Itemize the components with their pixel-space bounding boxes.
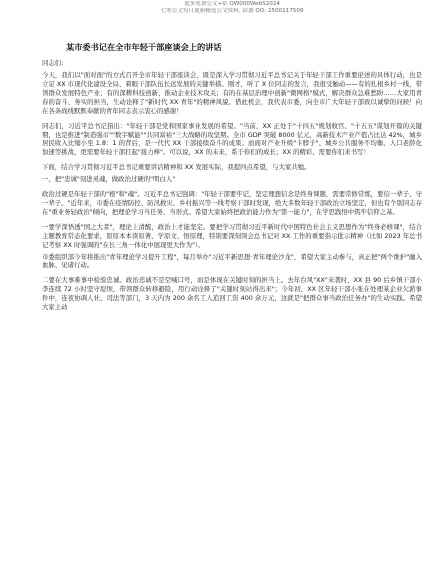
salutation: 同志们: xyxy=(42,59,64,68)
intro-paragraph-2: 同志们，习近平总书记指出："年轻干部是党和国家事业发展的希望。"当前，XX 正处于"十四五"规划收官、"十五五"谋划开篇的关键期，也是推进"制造强市""数字赋能""共同富裕"三大战略的攻坚期。全市 GDP 突破 8000 亿元，高新技术产业产值占比达 42%，城乡居民收入比缩小至 1.8：1 的背后，是一代代 XX 干部接续奋斗的成果；而面对产业升级"卡脖子"、城乡公共服务不均衡、人口老龄化加速等挑战，更需要年轻干部扛起"接力棒"。可以说，XX 的未来，系于你们的成长；XX 的精彩，需要你们来书写！ xyxy=(42,121,422,157)
header-line-2: 七零公文每日更新精选公文资料, 请加 QQ: 2500117509 xyxy=(160,7,304,14)
section-1-paragraph-1: 政治过硬是年轻干部的"根"和"魂"。习近平总书记强调："年轻干部要牢记，坚定理想信念是终身课题，需要常修常炼，要信一辈子、守一辈子。"近年来，市委在疫情防控、防汛救灾、乡村振兴等一线考察干部时发现，绝大多数年轻干部政治立场坚定，但也有个别同志存在"重业务轻政治"倾向，把理论学习当任务、当形式。希望大家始终把政治能力作为"第一能力"，在学思践悟中筑牢信仰之基。 xyxy=(42,190,422,216)
section-2-paragraph-1: 二要在大事难事中检验忠诚。政治忠诚不是空喊口号，而是体现在关键时刻的担当上。去年台风"XX"来袭时，XX 县 90 后乡镇干部小李连续 72 小时坚守堤坝，带领群众转移避险，用行动诠释了"关键时刻站得出来"；今年初，XX 区年轻干部小张在处理某企业欠薪事件中，连夜协调人社、司法等部门，3 天内为 200 余名工人追回工资 400 余万元，这就是"把群众事当政治任务办"的生动实践。希望大家主动 xyxy=(42,276,422,312)
intro-paragraph-3: 下面，结合学习贯彻习近平总书记重要讲话精神和 XX 发展实际，我提四点希望，与大家共勉。 xyxy=(42,163,311,172)
section-1-heading: 一、把"忠诚"刻进灵魂，做政治过硬的"明白人" xyxy=(42,175,176,184)
header-line-1: 更多免费公文+V: QW000WebS2024 xyxy=(184,1,280,7)
page-header xyxy=(42,0,422,14)
section-1-paragraph-3: 市委组织部今年将推出"青年理论学习提升工程"，每月举办"习近平新思想·青年理论沙龙"，希望大家主动参与，真正把"两个维护"融入血脉、见诸行动。 xyxy=(42,252,422,270)
section-1-paragraph-2: 一要学深悟透"国之大者"，理论上清醒，政治上才能坚定。要把学习贯彻习近平新时代中国特色社会主义思想作为"终身必修课"，结合主题教育常态化要求，原原本本读原著、学原文、悟原理，特别要深刻领会总书记对 XX 工作的重要指示批示精神（比如 2023 年总书记考察 XX 时强调的"在长三角一体化中展现更大作为"）。 xyxy=(42,222,422,249)
document-title: 某市委书记在全市年轻干部座谈会上的讲话 xyxy=(66,42,222,53)
intro-paragraph-1: 今天，我们以"面对面"的方式召开全市年轻干部座谈会，既是深入学习贯彻习近平总书记关于年轻干部工作重要论述的具体行动，也是立足 XX 市现代化建设全局、着眼干部队伍长远发展的关键举措。刚才，听了 X 位同志的发言，我很受触动——有的扎根乡村一线，带领群众发展特色产业；有的深耕科技创新，推动企业技术攻关；有的在基层治理中创新"微网格"模式，解决群众急难愁盼……大家用青春的奋斗、务实的担当，生动诠释了"新时代 XX 青年"的精神风貌。借此机会，我代表市委，向全市广大年轻干部致以诚挚的问候！向在各条战线默默奉献的青年同志表示衷心的感谢！ xyxy=(42,71,422,115)
